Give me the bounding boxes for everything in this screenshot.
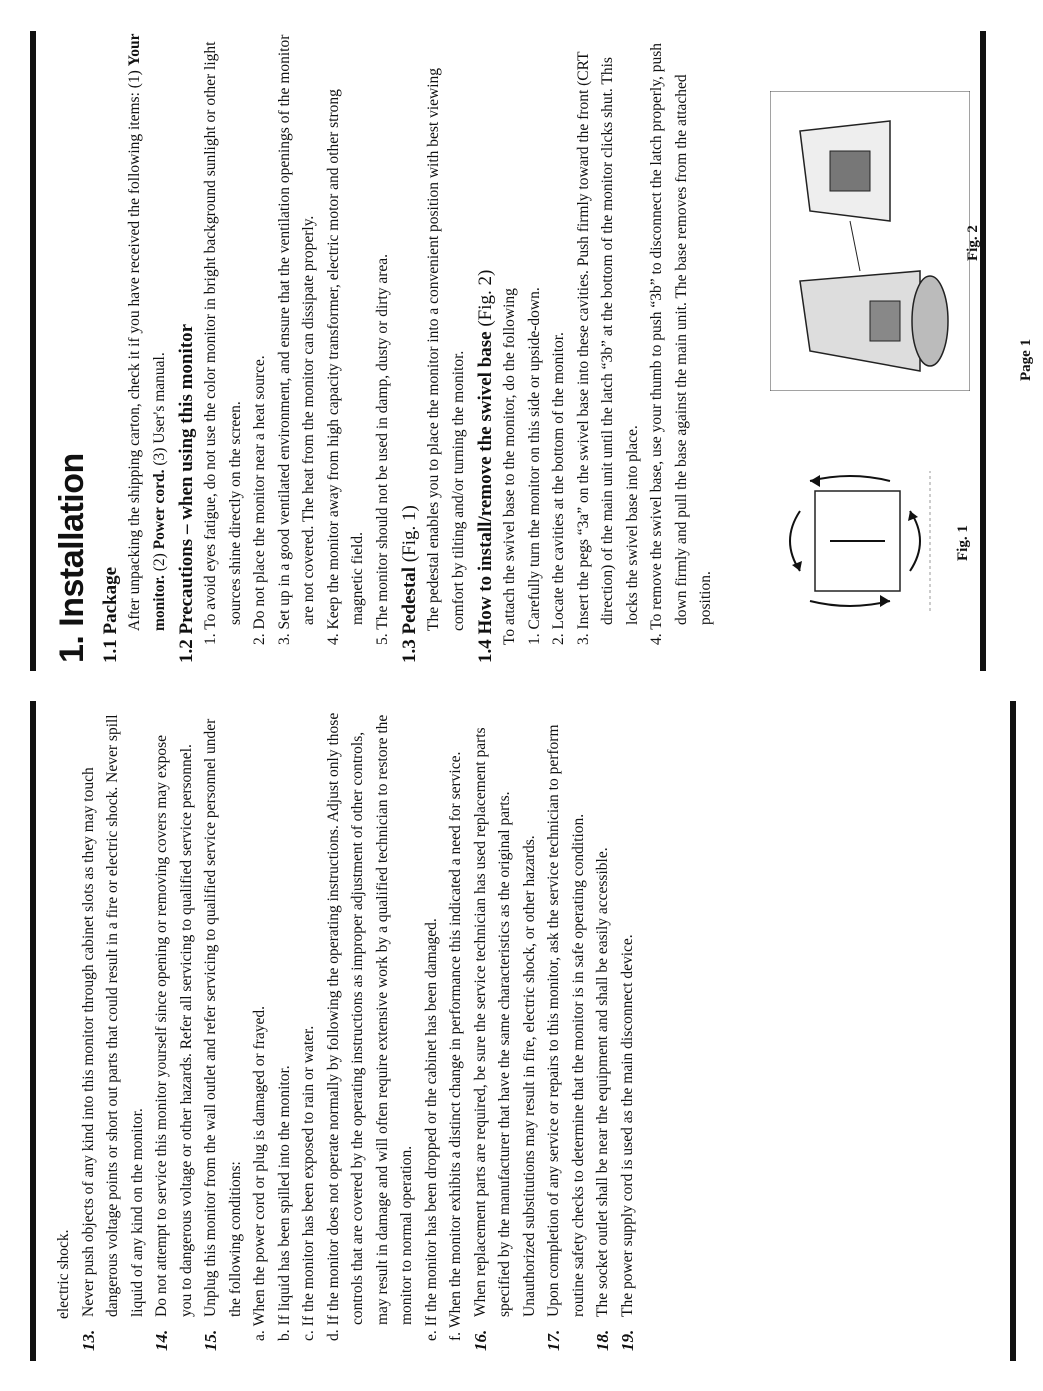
item-number: 13. (78, 1329, 98, 1351)
item-number: 15. (201, 1329, 220, 1351)
monitor-back (800, 271, 920, 371)
list-item: 4. To remove the swivel base, use your thumb to push “3b” to disconnect the latch properly, push down firmly and pull the base against the main unit. The base removes from the attached position. (648, 43, 714, 645)
tilt-arrow (810, 476, 890, 481)
list-item (199, 711, 248, 1351)
left-top-rule (30, 701, 36, 1361)
swivel-arrow (910, 511, 920, 571)
arrow-head (908, 511, 918, 521)
list-item: 4. Keep the monitor away from high capacity transformer, electric motor and other strong magnetic field. (324, 89, 366, 645)
item-text: Do not attempt to service this monitor yourself since opening or removing covers may expose you to dangerous voltage or other hazards. Refer all servicing to qualified service personnel. (153, 735, 195, 1317)
arrow-head (810, 475, 820, 487)
list-item: 2. Do not place the monitor near a heat source. (251, 355, 268, 645)
package-text (123, 33, 172, 663)
text-run: (2) (150, 549, 168, 576)
sub-lead: f. (447, 1331, 464, 1341)
list-item (591, 711, 616, 1351)
list-item: 3. Set up in a good ventilated environment, and ensure that the ventilation openings of the monitor are not covered. The heat from the monitor can dissipate properly. (275, 34, 317, 645)
swivel-list (498, 33, 719, 663)
item-number: 14. (152, 1329, 171, 1351)
swivel-arrow (790, 511, 800, 571)
item-number: 19. (617, 1329, 637, 1351)
list-item (77, 711, 151, 1351)
section-heading: 1.1 Package (100, 566, 121, 663)
item-text: The socket outlet shall be near the equipment and shall be easily accessible. (594, 847, 611, 1317)
fig2-caption: Fig. 2 (965, 225, 981, 261)
list-item (542, 711, 591, 1351)
item-text: Never push objects of any kind into this monitor through cabinet slots as they may touch dangerous voltage points or short out parts that could result in a fire or electric shock. Never spill liquid of any kind on the monitor. (79, 714, 146, 1317)
list-item (616, 711, 641, 1351)
sub-text: If the monitor has been exposed to rain or water. (300, 1025, 317, 1327)
sub-item (297, 711, 322, 1351)
heading-text: 1.3 Pedestal (399, 566, 420, 663)
continuation-text: electric shock. (55, 1229, 72, 1319)
sub-text: When the monitor exhibits a distinct change in performance this indicated a need for service. (447, 751, 464, 1328)
swivel-base (912, 276, 948, 366)
item-number: 18. (593, 1329, 612, 1351)
text-run-bold: Power cord. (150, 469, 168, 550)
sub-lead: e. (422, 1330, 440, 1341)
page-number: Page 1 (1018, 338, 1034, 381)
tilt-arrow (810, 601, 890, 606)
precautions-list (199, 33, 395, 663)
left-column (52, 711, 640, 1351)
heading-text: 1.4 How to install/remove the swivel base (475, 331, 496, 663)
arrow-head (792, 561, 802, 571)
base-peg (870, 301, 900, 341)
leader-line (850, 221, 860, 271)
sub-text: If the monitor has been dropped or the cabinet has been damaged. (422, 918, 440, 1327)
right-top-rule (30, 31, 36, 671)
sub-lead: d. (324, 1329, 342, 1341)
sub-text: If the monitor does not operate normally by following the operating instructions. Adjust only those controls that are covered by the operating instructions as improper adjustment of other controls, may result in damage and will often require extensive work by a qualified technician to restore the monitor to normal operation. (324, 712, 415, 1326)
heading-ref: (Fig. 2) (475, 269, 496, 327)
sub-lead: b. (275, 1329, 293, 1341)
right-column (52, 33, 719, 663)
fig2-swivel-diagram (770, 91, 970, 391)
sub-item (273, 711, 298, 1351)
sub-item (248, 711, 273, 1351)
item-text: Unplug this monitor from the wall outlet and refer servicing to qualified service personnel under the following conditions: (202, 718, 244, 1317)
item-text: Upon completion of any service or repairs to this monitor, ask the service technician to perform routine safety checks to determine that the monitor is in safe operating condition. (545, 724, 587, 1317)
text-run-bold: Your monitor. (126, 33, 168, 631)
section-heading (397, 33, 422, 663)
list-item: 3. Insert the pegs “3a” on the swivel base into these cavities. Push firmly toward the front (CRT direction) of the main unit until the latch “3b” at the bottom of the monitor clicks shut. This locks the swivel base into place. (574, 51, 641, 645)
base-latch (830, 151, 870, 191)
item-number: 16. (470, 1329, 490, 1351)
arrow-head (880, 595, 890, 607)
list-item: 1. To avoid eyes fatigue, do not use the color monitor in bright background sunlight or other light sources shine directly on the screen. (202, 41, 244, 645)
list-item (469, 711, 543, 1351)
item-text: The power supply cord is used as the main disconnect device. (618, 934, 636, 1317)
heading-ref: (Fig. 1) (399, 505, 420, 563)
sub-item (420, 711, 445, 1351)
fig1-pedestal-diagram (770, 451, 960, 631)
sub-lead: a. (251, 1330, 268, 1341)
section-heading (473, 33, 498, 663)
text-run: (3) User's manual. (150, 352, 168, 470)
item-number: 17. (544, 1329, 563, 1351)
sub-item (444, 711, 469, 1351)
right-bottom-rule (980, 31, 986, 671)
text-run: After unpacking the shipping carton, check it if you have received the following items: (1) (126, 66, 143, 631)
sub-text: When the power cord or plug is damaged or frayed. (251, 1006, 268, 1327)
list-item (150, 711, 199, 1351)
section-heading: 1.2 Precautions – when using this monitor (176, 323, 197, 663)
list-item: 5. The monitor should not be used in damp, dusty or dirty area. (373, 253, 391, 645)
pedestal-text: The pedestal enables you to place the monitor into a convenient position with best viewing comfort by tilting and/or turning the monitor. (425, 67, 467, 631)
left-bottom-rule (1010, 701, 1016, 1361)
swivel-intro: To attach the swivel base to the monitor, do the following (501, 288, 518, 645)
page-title: 1. Installation (53, 453, 91, 663)
list-item: 1. Carefully turn the monitor on this side or upside-down. (525, 287, 543, 645)
sub-text: If liquid has been spilled into the monitor. (275, 1065, 293, 1326)
list-item: 2. Locate the cavities at the bottom of the monitor. (550, 332, 567, 645)
fig1-caption: Fig. 1 (955, 525, 971, 561)
item-text: When replacement parts are required, be sure the service technician has used replacement parts specified by the manufacturer that have the same characteristics as the original parts. Unauthorized substitutions may result in fire, electric shock, or other hazards. (471, 727, 538, 1317)
sub-lead: c. (300, 1330, 317, 1341)
sub-item (322, 711, 420, 1351)
